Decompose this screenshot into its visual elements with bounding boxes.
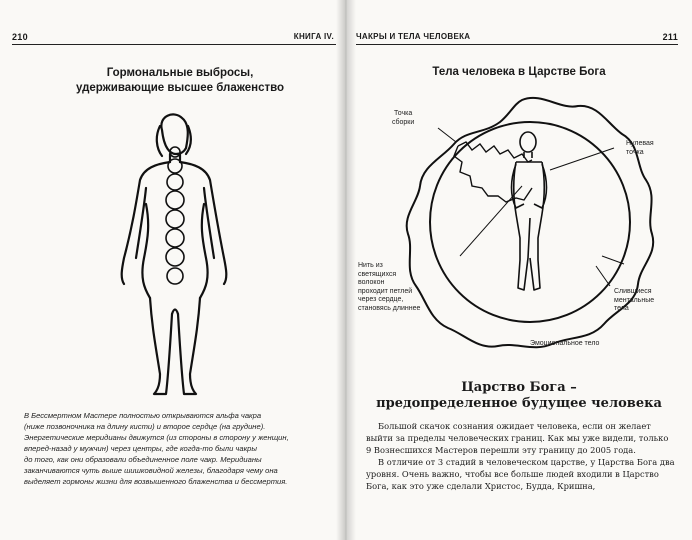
merged-line-2: ментальные bbox=[614, 296, 655, 304]
section-subhead bbox=[346, 380, 692, 412]
caption-line: Энергетические меридианы движутся (из стороны в сторону у женщин, bbox=[24, 433, 289, 442]
book-spine-shadow bbox=[336, 0, 356, 540]
left-page-header bbox=[12, 30, 336, 45]
body-paragraph: Большой скачок сознания ожидает человека, если он желает выйти за пределы человеческих границ. Как мы уже видели, только 9 Вознесшихся Мастеров перешли эту границу до 2005 года. bbox=[366, 421, 669, 455]
left-title-line-2: удерживающие высшее блаженство bbox=[75, 82, 285, 94]
assembly-point-line-1: Точка bbox=[394, 110, 413, 117]
emotional-body-label: Эмоциональное тело bbox=[530, 340, 600, 347]
assembly-point-line-2: сборки bbox=[392, 118, 415, 126]
left-running-head: КНИГА IV. bbox=[293, 32, 334, 41]
caption-line: заканчиваются чуть выше шишковидной железы, благодаря чему она bbox=[24, 466, 278, 475]
thread-line: светящихся bbox=[358, 270, 397, 278]
body-paragraph: В отличие от 3 стадий в человеческом царстве, у Царства Бога два уровня. Очень важно, чтобы все больше людей входили в Царство Бога, как это уже сделали Христос, Будда, Кришна, bbox=[366, 457, 675, 491]
thread-label bbox=[358, 262, 420, 313]
right-page-number: 211 bbox=[662, 32, 678, 42]
merged-mental-bodies-label bbox=[614, 288, 654, 314]
right-page-header bbox=[356, 30, 678, 45]
man-figure bbox=[512, 132, 547, 290]
left-page-number: 210 bbox=[12, 32, 28, 42]
assembly-point-label bbox=[392, 110, 414, 127]
zero-point-label bbox=[626, 140, 654, 157]
caption-line: В Бессмертном Мастере полностью открываются альфа чакра bbox=[24, 411, 262, 420]
merged-line-1: Слившиеся bbox=[614, 288, 652, 295]
caption-line: (ниже позвоночника на длину кисти) и второе сердце (на грудине). bbox=[24, 422, 266, 431]
left-page-title bbox=[30, 66, 330, 96]
right-running-head: ЧАКРЫ И ТЕЛА ЧЕЛОВЕКА bbox=[356, 32, 471, 41]
subhead-line-1: Царство Бога – bbox=[461, 380, 577, 395]
caption-line: вперед-назад у мужчин) через центры, где когда-то были чакры bbox=[24, 444, 257, 453]
diagram-title: Тела человека в Царстве Бога bbox=[432, 66, 606, 78]
right-body-text bbox=[366, 420, 676, 492]
caption-line: выделяет гормоны жизни для возвышенного блаженства и бессмертия. bbox=[24, 477, 288, 486]
female-figure-illustration bbox=[100, 108, 250, 398]
zero-point-line-2: точка bbox=[626, 148, 644, 156]
caption-line: до того, как они образовали объединенное поле чакр. Меридианы bbox=[24, 455, 262, 464]
thread-line: Нить из bbox=[358, 262, 383, 269]
thread-line: проходит петлей bbox=[358, 287, 413, 295]
zero-point-line-1: Нулевая bbox=[626, 140, 654, 147]
thread-line: через сердце, bbox=[358, 296, 404, 303]
thread-line: становясь длиннее bbox=[358, 304, 421, 312]
left-caption bbox=[24, 410, 324, 487]
thread-line: волокон bbox=[358, 279, 385, 286]
right-page bbox=[346, 0, 692, 540]
subhead-line-2: предопределенное будущее человека bbox=[376, 396, 662, 411]
human-bodies-diagram bbox=[346, 88, 692, 368]
left-title-line-1: Гормональные выбросы, bbox=[106, 67, 254, 79]
merged-line-3: тела bbox=[614, 305, 629, 312]
